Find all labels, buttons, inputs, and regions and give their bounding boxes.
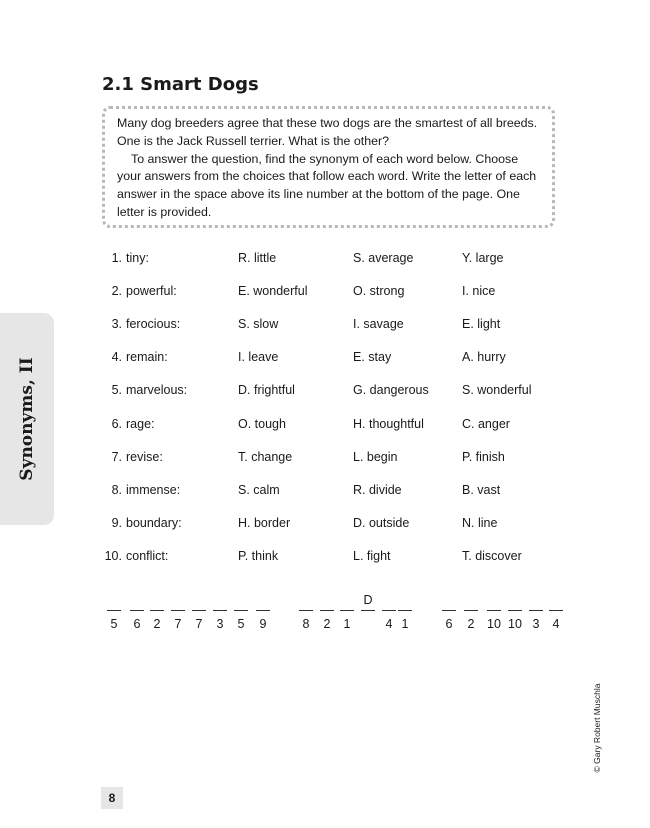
answer-choice: C. anger [462, 416, 510, 431]
answer-choice: H. thoughtful [353, 416, 424, 431]
answer-choice: R. little [238, 251, 277, 265]
blank-line [107, 610, 121, 611]
line-number: 4 [385, 617, 393, 631]
blank-line [213, 610, 227, 611]
line-number: 2 [323, 617, 331, 631]
instructions-box [102, 106, 555, 228]
blank-line [192, 610, 206, 611]
item-number: 6. [111, 416, 122, 431]
line-number: 2 [467, 617, 475, 631]
line-number: 5 [110, 617, 118, 631]
line-number: 10 [487, 617, 501, 631]
line-number: 1 [401, 617, 409, 631]
answer-blank [361, 590, 375, 635]
item-word: immense: [126, 482, 181, 497]
blank-line [549, 610, 563, 611]
answer-choice: P. think [238, 548, 279, 563]
answer-blank [508, 590, 522, 635]
section-side-tab [0, 313, 54, 525]
answer-blank [234, 590, 248, 635]
blank-line [320, 610, 334, 611]
blank-line [361, 610, 375, 611]
item-number: 5. [111, 383, 122, 398]
answer-choice: O. tough [238, 416, 286, 431]
blank-line [340, 610, 354, 611]
line-number: 6 [133, 617, 141, 631]
provided-letter: D [363, 593, 373, 607]
line-number: 9 [259, 617, 267, 631]
page-number: 8 [101, 787, 123, 809]
answer-choice: I. nice [462, 284, 496, 299]
blank-line [398, 610, 412, 611]
line-number: 3 [216, 617, 224, 631]
line-number: 4 [552, 617, 560, 631]
answer-choice: H. border [238, 515, 291, 530]
blank-line [487, 610, 501, 611]
answer-blank [107, 590, 121, 635]
blank-line [130, 610, 144, 611]
blank-line [442, 610, 456, 611]
item-number: 4. [111, 350, 122, 365]
blank-line [529, 610, 543, 611]
answer-choice: E. wonderful [238, 284, 308, 299]
item-number: 7. [111, 449, 122, 464]
answer-blank [529, 590, 543, 635]
answer-choice: S. average [353, 251, 414, 265]
item-number: 8. [111, 482, 122, 497]
item-word: rage: [126, 416, 155, 431]
answer-choice: N. line [462, 515, 498, 530]
answer-choice: T. change [238, 449, 293, 464]
answer-blank [464, 590, 478, 635]
item-word: powerful: [126, 284, 177, 299]
answer-blank [299, 590, 313, 635]
item-word: marvelous: [126, 383, 188, 398]
item-word: ferocious: [126, 317, 181, 332]
answer-choice: O. strong [353, 284, 405, 299]
instructions-paragraph-2: To answer the question, find the synonym of each word below. Choose your answers from the choices that follow each word. Write the letter of each answer in the space above its line number at the bottom of the page. One letter is provided. [117, 151, 537, 219]
answer-blank [192, 590, 206, 635]
answer-choice: Y. large [462, 251, 504, 265]
blank-line [382, 610, 396, 611]
blank-line [234, 610, 248, 611]
answer-blank [256, 590, 270, 635]
line-number: 8 [302, 617, 310, 631]
blank-line [256, 610, 270, 611]
answer-choice: I. leave [238, 350, 279, 365]
answer-choice: B. vast [462, 482, 501, 497]
answer-blank [340, 590, 354, 635]
answer-choice: A. hurry [462, 350, 506, 365]
item-word: remain: [126, 350, 168, 365]
answer-choice: R. divide [353, 482, 402, 497]
answer-choice: S. wonderful [462, 383, 532, 398]
line-number: 3 [532, 617, 540, 631]
item-word: boundary: [126, 515, 182, 530]
item-word: tiny: [126, 251, 149, 265]
page-title: 2.1 Smart Dogs [102, 74, 259, 95]
answer-blank [442, 590, 456, 635]
answer-blank [150, 590, 164, 635]
item-word: conflict: [126, 548, 169, 563]
item-number: 1. [111, 251, 122, 265]
blank-line [299, 610, 313, 611]
line-number: 7 [195, 617, 203, 631]
answer-choice: E. light [462, 317, 501, 332]
line-number: 7 [174, 617, 182, 631]
answer-blank [398, 590, 412, 635]
item-word: revise: [126, 449, 163, 464]
item-number: 9. [111, 515, 122, 530]
answer-blank [549, 590, 563, 635]
line-number: 5 [237, 617, 245, 631]
section-tab-label: Synonyms, II [17, 357, 37, 481]
answer-choice: I. savage [353, 317, 404, 332]
item-number: 3. [111, 317, 122, 332]
answer-blank [213, 590, 227, 635]
instructions-paragraph-1: Many dog breeders agree that these two dogs are the smartest of all breeds. One is the Jack Russell terrier. What is the other? [117, 116, 538, 148]
answer-choice: L. begin [353, 449, 398, 464]
answer-choice: D. outside [353, 515, 410, 530]
answer-choice: L. fight [353, 548, 391, 563]
item-number: 10. [104, 548, 122, 563]
answer-blank [487, 590, 501, 635]
line-number: 1 [343, 617, 351, 631]
blank-line [171, 610, 185, 611]
blank-line [464, 610, 478, 611]
answer-blank [171, 590, 185, 635]
line-number: 2 [153, 617, 161, 631]
blank-line [508, 610, 522, 611]
line-number: 10 [508, 617, 522, 631]
answer-blank [320, 590, 334, 635]
answer-choice: P. finish [462, 449, 505, 464]
answer-choice: G. dangerous [353, 383, 429, 398]
blank-line [150, 610, 164, 611]
answer-choice: S. calm [238, 482, 280, 497]
copyright-credit: © Gary Robert Muschla [592, 683, 602, 773]
answer-area [0, 590, 650, 635]
answer-blank [130, 590, 144, 635]
answer-choice: D. frightful [238, 383, 295, 398]
item-number: 2. [111, 284, 122, 299]
answer-choice: T. discover [462, 548, 522, 563]
answer-choice: E. stay [353, 350, 392, 365]
line-number: 6 [445, 617, 453, 631]
answer-choice: S. slow [238, 317, 279, 332]
